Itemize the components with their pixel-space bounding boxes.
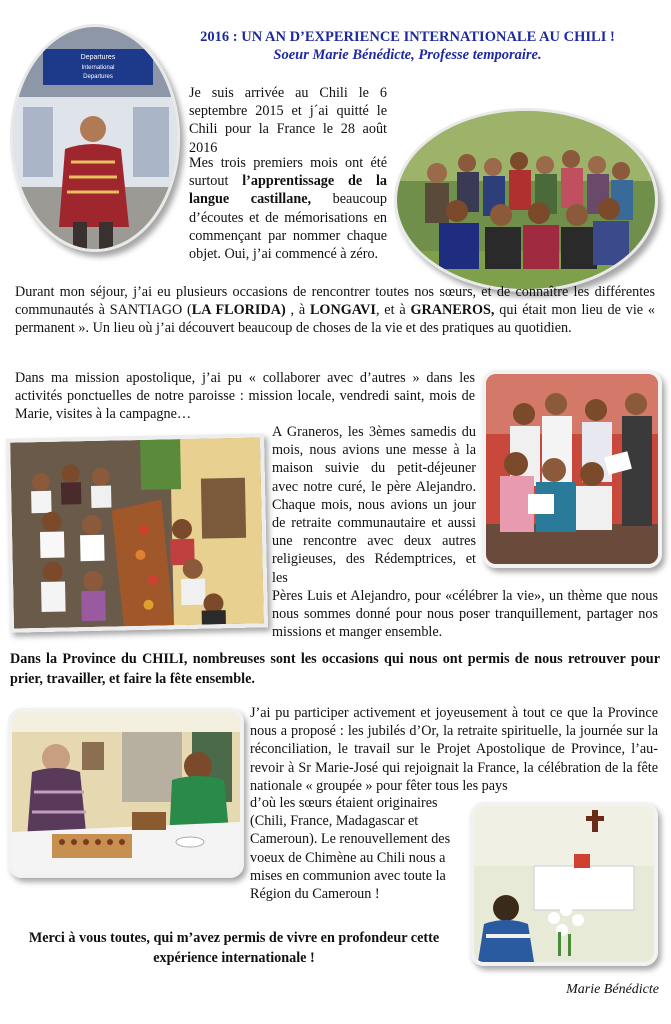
paragraph-graneros-continued: Pères Luis et Alejandro, pour «célébrer la vie», un thème que nous nous sommes donné pour nous poser tranquillement, partager nos missions et manger ensemble.: [272, 588, 658, 641]
paragraph-learning: [189, 154, 387, 263]
communities-text-c: , à: [290, 302, 310, 319]
learning-highlight: l’apprentissage de la langue castillane,: [189, 173, 387, 208]
photo-sisters-papers: [482, 370, 662, 568]
sign-line-1: Departures: [80, 54, 116, 61]
paragraph-province: Dans la Province du CHILI, nombreuses sont les occasions qui nous ont permis de nous retrouver pour prier, travailler, et faire la fête ensemble.: [10, 651, 660, 687]
sign-line-2: International: [81, 65, 115, 71]
signature: Marie Bénédicte: [566, 982, 659, 997]
page-subtitle: Soeur Marie Bénédicte, Professe temporaire.: [273, 47, 542, 63]
community-longavi: LONGAVI: [309, 302, 376, 319]
community-graneros: GRANEROS,: [410, 302, 495, 319]
paragraph-mission: Dans ma mission apostolique, j’ai pu « collaborer avec d’autres » dans les activités ponctuelles de notre paroisse : mission locale, vendredi saint, mois de Marie, visites à la campagne…: [15, 370, 475, 423]
communities-text-d: , et à: [375, 302, 411, 319]
photo-group-sisters: [394, 108, 658, 292]
paragraph-participation-continued: d’où les sœurs étaient originaires (Chili, France, Madagascar et Cameroun). Le renouvellement des voeux de Chimène au Chili nous a mises en communion avec toute la Région du Cameroun !: [250, 795, 451, 903]
communities-text-a: Durant mon séjour, j’ai eu plusieurs occasions de rencontrer toutes nos sœurs, et de connaître les différentes communautés à SANTIAGO (: [15, 284, 655, 319]
photo-vows-altar: [470, 802, 658, 966]
community-la-florida: LA FLORIDA): [191, 302, 291, 319]
learning-text-end: beaucoup d’écoutes et de mémorisations en commençant par nommer chaque objet. Oui, j’ai commencé à zéro.: [189, 191, 387, 263]
paragraph-thanks: Merci à vous toutes, qui m’avez permis de vivre en profondeur cette expérience internationale !: [28, 930, 440, 966]
photo-community-meal: [6, 433, 268, 632]
photo-celebration-table: [8, 708, 244, 878]
photo-airport: [10, 24, 180, 252]
communities-text-e: qui était mon lieu de vie « permanent ». Un lieu où j’ai découvert beaucoup de choses de la vie et des pratiques au quotidien.: [15, 302, 655, 337]
sign-line-3: Departures: [83, 74, 113, 80]
learning-text-start: Mes trois premiers mois ont été surtout: [189, 155, 387, 190]
paragraph-graneros: A Graneros, les 3èmes samedis du mois, nous avions une messe à la maison suivie du petit-déjeuner avec notre curé, le père Alejandro. Chaque mois, nous avions un jour de retraite communautaire et aussi une rencontre avec deux autres religieuses, des Rédemptrices, et les: [272, 424, 476, 586]
paragraph-communities: [15, 283, 655, 338]
paragraph-arrival: Je suis arrivée au Chili le 6 septembre 2015 et j´ai quitté le Chili pour la France le 28 août 2016: [189, 85, 387, 156]
page-title: 2016 : UN AN D’EXPERIENCE INTERNATIONALE AU CHILI !: [200, 29, 615, 45]
paragraph-participation: J’ai pu participer activement et joyeusement à tout ce que la Province nous a proposé : les jubilés d’Or, la retraite spirituelle, la journée sur la réconciliation, le travail sur le Projet Apostolique de Province, l’au-revoir à Sr Marie-José qui rejoignait la France, la célébration de la fête nationale « groupée » pour fêter tous les pays: [250, 705, 658, 794]
